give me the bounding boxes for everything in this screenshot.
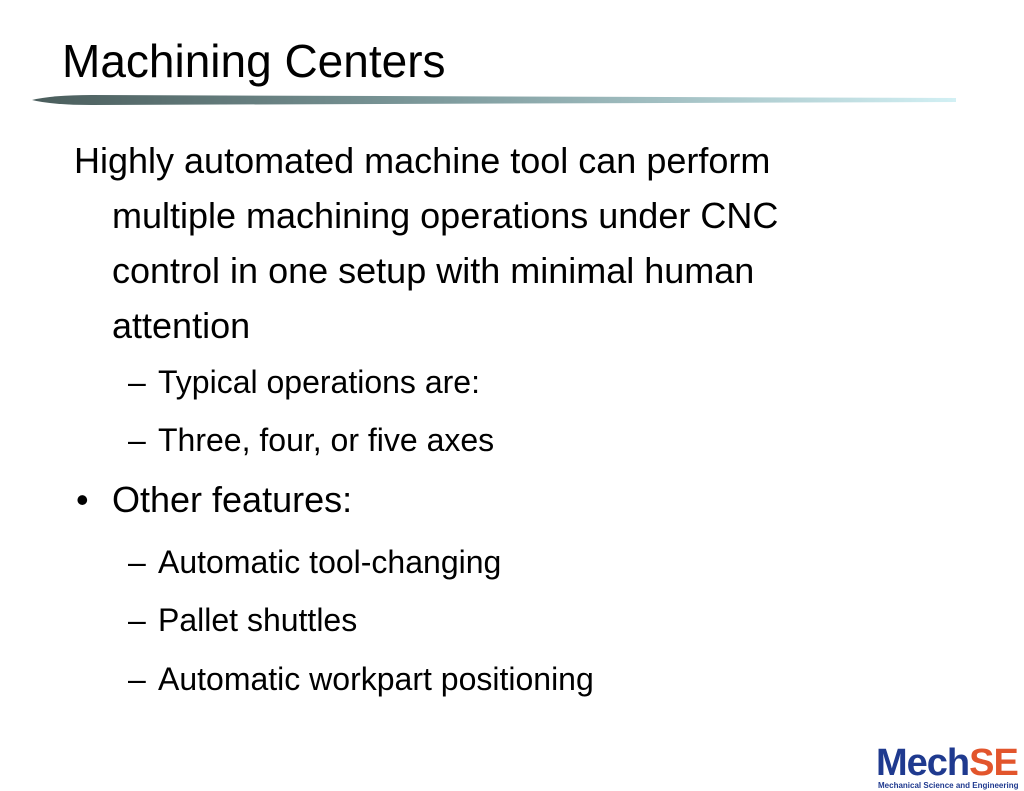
paragraph-line: control in one setup with minimal human (112, 250, 755, 291)
dash-marker: – (128, 422, 146, 458)
sub-item-text: Automatic tool-changing (158, 544, 502, 580)
bullet-item (76, 478, 352, 522)
logo-tagline: Mechanical Science and Engineering (878, 781, 1019, 790)
dash-marker: – (128, 364, 146, 400)
sub-item (128, 659, 594, 699)
paragraph-line: Highly automated machine tool can perform (74, 140, 771, 181)
sub-item-text: Automatic workpart positioning (158, 661, 594, 697)
logo-se-text: SE (969, 742, 1018, 784)
slide-title: Machining Centers (62, 35, 446, 87)
sub-item (128, 542, 501, 582)
bullet-marker: • (76, 479, 89, 520)
mechse-logo (876, 743, 1024, 791)
sub-item (128, 600, 357, 640)
intro-paragraph (74, 133, 914, 353)
bullet-text: Other features: (112, 479, 353, 520)
dash-marker: – (128, 602, 146, 638)
sub-item (128, 420, 494, 460)
sub-item-text: Typical operations are: (158, 364, 480, 400)
title-divider (32, 95, 956, 105)
paragraph-line: multiple machining operations under CNC (112, 195, 779, 236)
logo-mech-text: Mech (876, 742, 970, 784)
dash-marker: – (128, 544, 146, 580)
sub-item-text: Three, four, or five axes (158, 422, 495, 458)
paragraph-line: attention (112, 305, 251, 346)
logo-wordmark (876, 742, 1018, 784)
sub-item (128, 362, 480, 402)
sub-item-text: Pallet shuttles (158, 602, 358, 638)
dash-marker: – (128, 661, 146, 697)
